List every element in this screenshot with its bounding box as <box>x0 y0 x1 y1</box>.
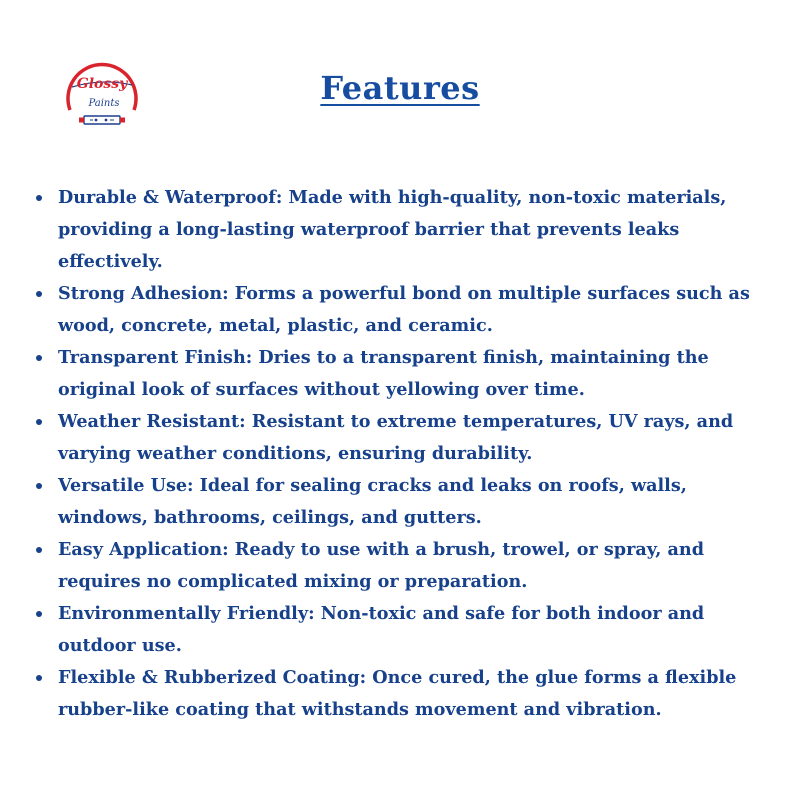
bullet-icon <box>36 419 42 425</box>
feature-text: Durable & Waterproof: Made with high-quality, non-toxic materials, providing a long-lasting waterproof barrier that prevents leaks effectively. <box>58 187 727 272</box>
feature-text: Flexible & Rubberized Coating: Once cured, the glue forms a flexible rubber-like coating that withstands movement and vibration. <box>58 667 737 720</box>
feature-text: Transparent Finish: Dries to a transparent finish, maintaining the original look of surfaces without yellowing over time. <box>58 347 709 400</box>
feature-text: Versatile Use: Ideal for sealing cracks and leaks on roofs, walls, windows, bathrooms, ceilings, and gutters. <box>58 475 687 528</box>
bullet-icon <box>36 547 42 553</box>
list-item <box>36 662 776 726</box>
bullet-icon <box>36 675 42 681</box>
feature-text: Environmentally Friendly: Non-toxic and safe for both indoor and outdoor use. <box>58 603 705 656</box>
page-title <box>0 64 800 112</box>
list-item <box>36 470 776 534</box>
list-item <box>36 182 776 278</box>
list-item <box>36 534 776 598</box>
page-title-text: Features <box>320 69 480 107</box>
bullet-icon <box>36 611 42 617</box>
svg-text:Glossy: Glossy <box>76 76 128 92</box>
list-item <box>36 342 776 406</box>
bullet-icon <box>36 355 42 361</box>
feature-text: Easy Application: Ready to use with a brush, trowel, or spray, and requires no complicated mixing or preparation. <box>58 539 705 592</box>
feature-text: Weather Resistant: Resistant to extreme temperatures, UV rays, and varying weather conditions, ensuring durability. <box>58 411 734 464</box>
list-item <box>36 278 776 342</box>
bullet-icon <box>36 291 42 297</box>
feature-text: Strong Adhesion: Forms a powerful bond on multiple surfaces such as wood, concrete, metal, plastic, and ceramic. <box>58 283 750 336</box>
bullet-icon <box>36 195 42 201</box>
features-list <box>36 182 776 726</box>
svg-text:Paints: Paints <box>88 98 120 109</box>
list-item <box>36 406 776 470</box>
list-item <box>36 598 776 662</box>
bullet-icon <box>36 483 42 489</box>
